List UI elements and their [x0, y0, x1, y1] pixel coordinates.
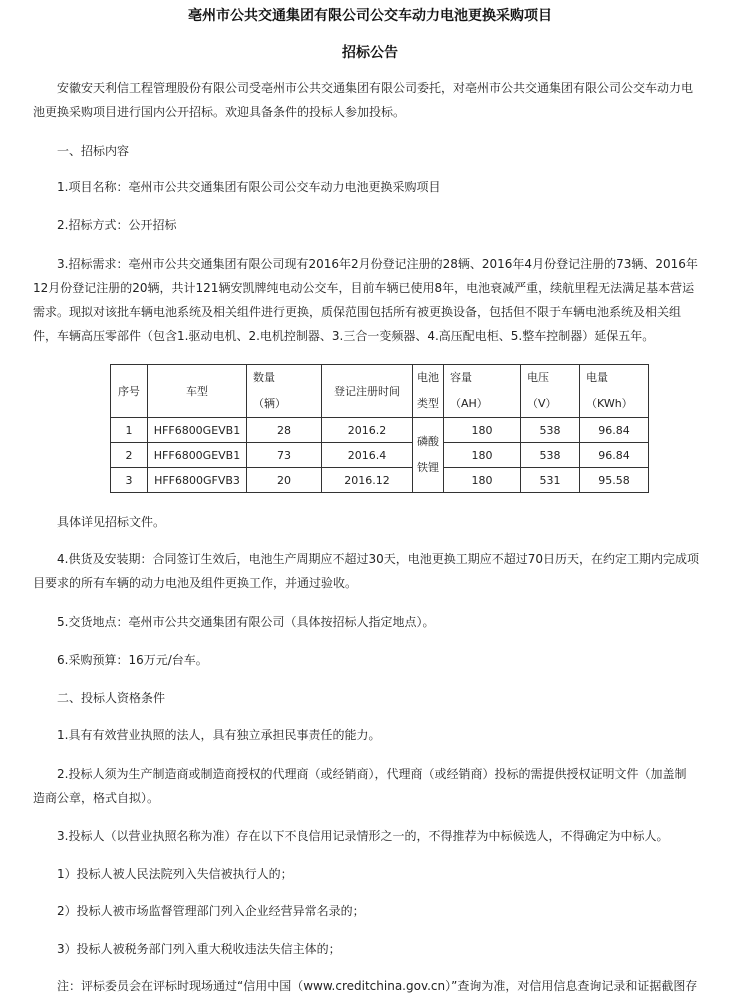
header-voltage: 电压 （V）: [521, 365, 580, 418]
cell-seq: 3: [111, 468, 148, 493]
cell-seq: 1: [111, 418, 148, 443]
intro-line: 安徽安天利信工程管理股份有限公司受亳州市公共交通集团有限公司委托，对亳州市公共交通集团有限公司公交车动力电: [57, 81, 694, 95]
cell-capacity: 180: [444, 443, 521, 468]
header-battery-type: 电池 类型: [413, 365, 444, 418]
cell-capacity: 180: [444, 418, 521, 443]
cell-model: HFF6800GEVB1: [148, 418, 247, 443]
qualification-3-item-1: 1）投标人被人民法院列入失信被执行人的；: [57, 867, 293, 881]
requirements-line: 3.招标需求：亳州市公共交通集团有限公司现有2016年2月份登记注册的28辆、2016年4月份登记注册的73辆、2016年: [57, 257, 698, 271]
cell-voltage: 538: [521, 418, 580, 443]
header-model: 车型: [148, 365, 247, 418]
credit-check-note: 注：评标委员会在评标时现场通过“信用中国（www.creditchina.gov.cn）”查询为准，对信用信息查询记录和证据截图存: [57, 979, 698, 993]
item-requirements-cont: [33, 276, 713, 348]
qualification-3-item-3: 3）投标人被税务部门列入重大税收违法失信主体的；: [57, 942, 341, 956]
delivery-line: 目要求的所有车辆的动力电池及组件更换工作，并通过验收。: [33, 576, 358, 590]
header-date: 登记注册时间: [322, 365, 413, 418]
requirements-line: 需求。现拟对该批车辆电池系统及相关组件进行更换，质保范围包括所有被更换设备，包括但不限于车辆电池系统及相关组: [33, 305, 682, 319]
item-project-name: 1.项目名称：亳州市公共交通集团有限公司公交车动力电池更换采购项目: [57, 180, 441, 194]
cell-model: HFF6800GFVB3: [148, 468, 247, 493]
section-heading-1: 一、招标内容: [57, 144, 130, 158]
cell-date: 2016.12: [322, 468, 413, 493]
cell-date: 2016.2: [322, 418, 413, 443]
header-capacity: 容量 （AH）: [444, 365, 521, 418]
cell-date: 2016.4: [322, 443, 413, 468]
item-delivery-period: [57, 547, 737, 571]
qualification-line: 2.投标人须为生产制造商或制造商授权的代理商（或经销商），代理商（或经销商）投标的需提供授权证明文件（加盖制: [57, 767, 687, 781]
table-row: [111, 418, 649, 443]
header-energy: 电量 （KWh）: [580, 365, 649, 418]
header-seq: 序号: [111, 365, 148, 418]
item-delivery-period-cont: [33, 571, 713, 595]
requirements-line: 12月份登记注册的20辆，共计121辆安凯牌纯电动公交车，目前车辆已使用8年，电池衰减严重，续航里程无法满足基本营运: [33, 281, 695, 295]
cell-capacity: 180: [444, 468, 521, 493]
item-bid-method: 2.招标方式：公开招标: [57, 218, 177, 232]
table-header-row: [111, 365, 649, 418]
cell-qty: 73: [247, 443, 322, 468]
qualification-2-cont: [33, 786, 713, 810]
intro-paragraph: [57, 76, 737, 100]
qualification-3-item-2: 2）投标人被市场监督管理部门列入企业经营异常名录的；: [57, 904, 365, 918]
cell-energy: 96.84: [580, 418, 649, 443]
cell-qty: 28: [247, 418, 322, 443]
cell-battery-type: 磷酸 铁锂: [413, 418, 444, 493]
item-delivery-location: 5.交货地点：亳州市公共交通集团有限公司（具体按招标人指定地点）。: [57, 615, 435, 629]
item-budget: 6.采购预算：16万元/台车。: [57, 653, 208, 667]
intro-line: 池更换采购项目进行国内公开招标。欢迎具备条件的投标人参加投标。: [33, 105, 406, 119]
item-requirements: [57, 252, 737, 276]
delivery-line: 4.供货及安装期：合同签订生效后，电池生产周期应不超过30天，电池更换工期应不超过70日历天，在约定工期内完成项: [57, 552, 699, 566]
qualification-2: [57, 762, 737, 786]
cell-seq: 2: [111, 443, 148, 468]
cell-qty: 20: [247, 468, 322, 493]
header-qty: 数量 （辆）: [247, 365, 322, 418]
document-subtitle: 招标公告: [342, 45, 398, 61]
cell-energy: 95.58: [580, 468, 649, 493]
table-row: [111, 443, 649, 468]
vehicle-spec-table: [110, 364, 649, 493]
see-bid-docs: 具体详见招标文件。: [57, 515, 166, 529]
cell-voltage: 531: [521, 468, 580, 493]
cell-model: HFF6800GEVB1: [148, 443, 247, 468]
table-row: [111, 468, 649, 493]
cell-voltage: 538: [521, 443, 580, 468]
qualification-1: 1.具有有效营业执照的法人，具有独立承担民事责任的能力。: [57, 728, 381, 742]
document-title: 亳州市公共交通集团有限公司公交车动力电池更换采购项目: [188, 8, 552, 24]
qualification-3: 3.投标人（以营业执照名称为准）存在以下不良信用记录情形之一的，不得推荐为中标候选人，不得确定为中标人。: [57, 829, 669, 843]
section-heading-2: 二、投标人资格条件: [57, 691, 166, 705]
cell-energy: 96.84: [580, 443, 649, 468]
qualification-line: 造商公章，格式自拟）。: [33, 791, 160, 805]
intro-paragraph-cont: [33, 100, 713, 124]
requirements-line: 件，车辆高压零部件（包含1.驱动电机、2.电机控制器、3.三合一变频器、4.高压配电柜、5.整车控制器）延保五年。: [33, 329, 655, 343]
